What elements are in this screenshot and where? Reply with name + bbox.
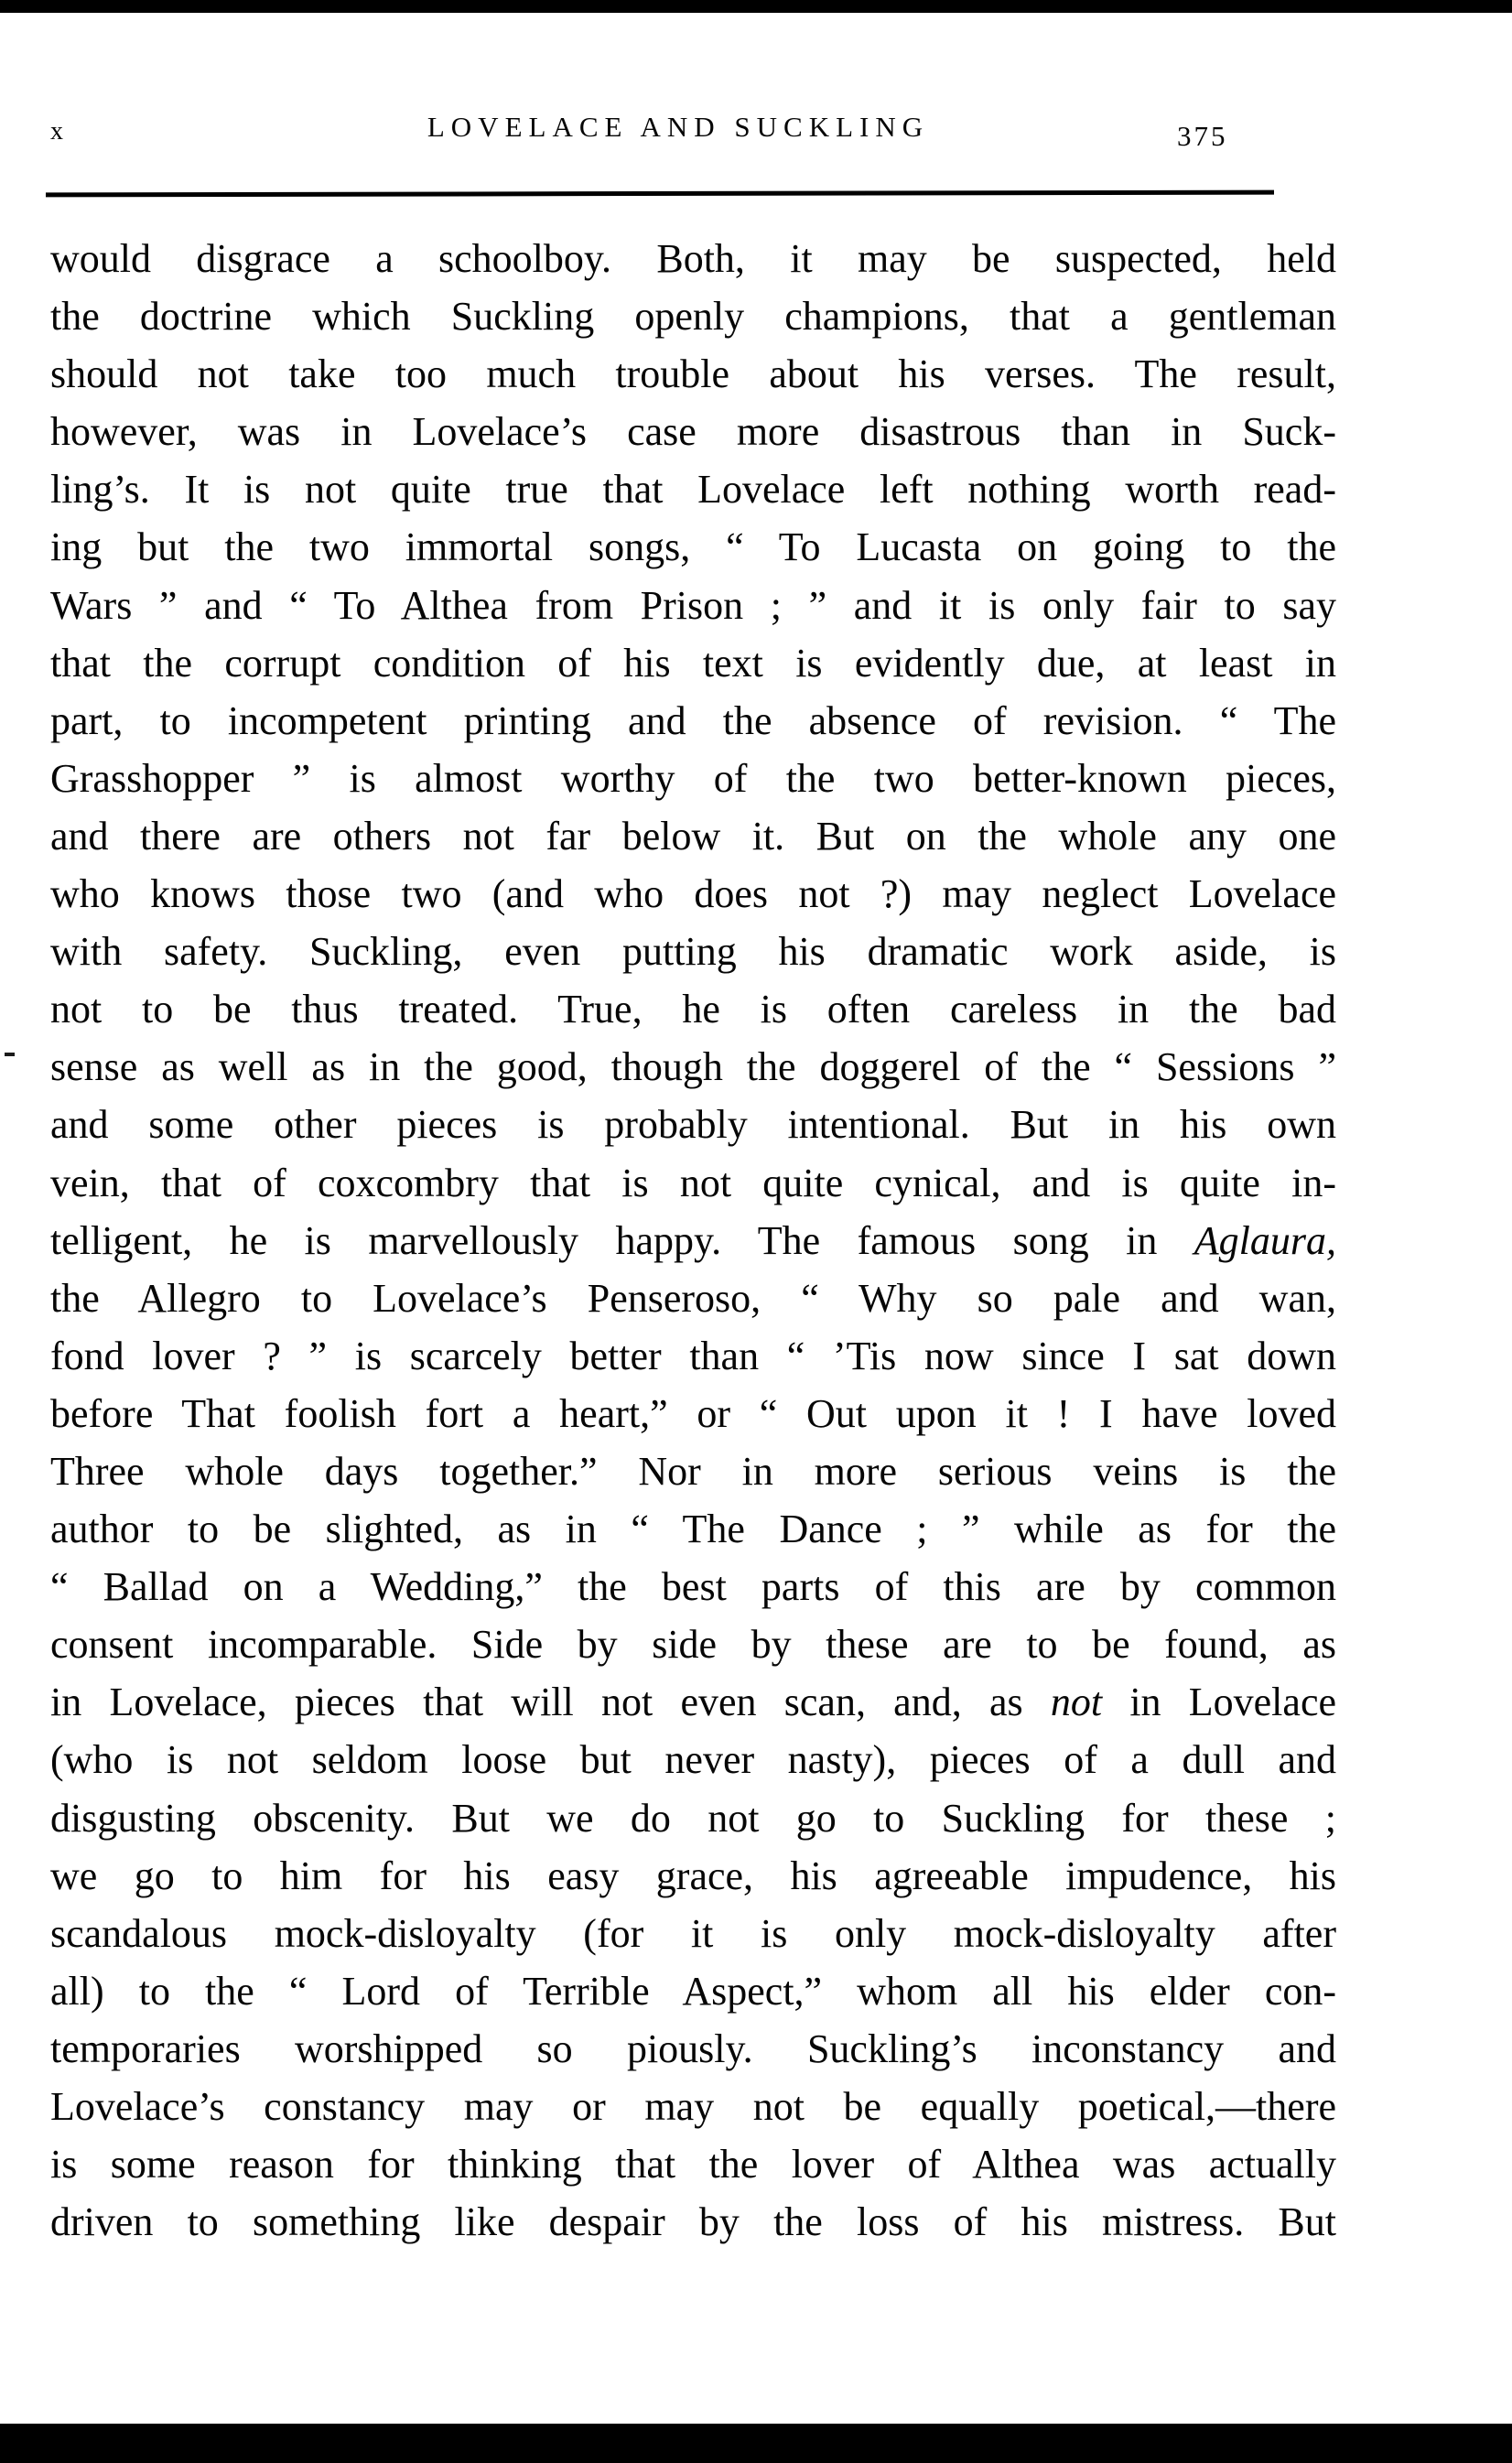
text-line: all) to the “ Lord of Terrible Aspect,” whom all his elder con-: [50, 1968, 1336, 2014]
text-line: would disgrace a schoolboy. Both, it may be suspected, held: [50, 236, 1336, 281]
text-line: scandalous mock-disloyalty (for it is only mock-disloyalty after: [50, 1910, 1336, 1956]
text-line: Grasshopper ” is almost worthy of the two better-known pieces,: [50, 755, 1336, 801]
text-line: who knows those two (and who does not ?) may neglect Lovelace: [50, 871, 1336, 917]
running-header-signature: x: [50, 117, 63, 146]
text-line: however, was in Lovelace’s case more disastrous than in Suck-: [50, 409, 1336, 455]
text-line: vein, that of coxcombry that is not quite cynical, and is quite in-: [50, 1160, 1336, 1205]
text-line: driven to something like despair by the loss of his mistress. But: [50, 2199, 1336, 2245]
text-line: consent incomparable. Side by side by these are to be found, as: [50, 1622, 1336, 1668]
text-line: disgusting obscenity. But we do not go to Suckling for these ;: [50, 1795, 1336, 1841]
text-line: sense as well as in the good, though the doggerel of the “ Sessions ”: [50, 1044, 1336, 1090]
text-line: ing but the two immortal songs, “ To Lucasta on going to the: [50, 524, 1336, 570]
text-line: “ Ballad on a Wedding,” the best parts of this are by common: [50, 1564, 1336, 1610]
running-header-title: LOVELACE AND SUCKLING: [427, 111, 930, 143]
text-line: and there are others not far below it. But on the whole any one: [50, 813, 1336, 859]
text-line: (who is not seldom loose but never nasty), pieces of a dull and: [50, 1737, 1336, 1783]
text-line: and some other pieces is probably intentional. But in his own: [50, 1102, 1336, 1148]
text-line: before That foolish fort a heart,” or “ Out upon it ! I have loved: [50, 1390, 1336, 1436]
text-line: telligent, he is marvellously happy. The famous song in Aglaura,: [50, 1217, 1336, 1263]
text-line: not to be thus treated. True, he is often careless in the bad: [50, 987, 1336, 1032]
text-line: Wars ” and “ To Althea from Prison ; ” and it is only fair to say: [50, 582, 1336, 628]
page-number: 375: [1177, 120, 1228, 152]
text-line: should not take too much trouble about his verses. The result,: [50, 351, 1336, 397]
scan-edge-top: [0, 0, 1512, 13]
text-line: ling’s. It is not quite true that Lovelace left nothing worth read-: [50, 467, 1336, 513]
text-line: with safety. Suckling, even putting his dramatic work aside, is: [50, 929, 1336, 975]
text-line: that the corrupt condition of his text is evidently due, at least in: [50, 640, 1336, 686]
text-line: in Lovelace, pieces that will not even scan, and, as not in Lovelace: [50, 1680, 1336, 1725]
scan-edge-bottom: [0, 2424, 1512, 2463]
text-line: we go to him for his easy grace, his agreeable impudence, his: [50, 1853, 1336, 1898]
text-line: author to be slighted, as in “ The Dance ; ” while as for the: [50, 1507, 1336, 1552]
text-line: Lovelace’s constancy may or may not be equally poetical,—there: [50, 2084, 1336, 2129]
header-rule: [46, 190, 1274, 198]
body-text: [50, 230, 1336, 2251]
text-line: the doctrine which Suckling openly champions, that a gentleman: [50, 294, 1336, 340]
text-line: fond lover ? ” is scarcely better than “ ’Tis now since I sat down: [50, 1333, 1336, 1378]
text-line: Three whole days together.” Nor in more serious veins is the: [50, 1448, 1336, 1494]
text-line: is some reason for thinking that the lover of Althea was actually: [50, 2142, 1336, 2188]
text-line: the Allegro to Lovelace’s Penseroso, “ Why so pale and wan,: [50, 1275, 1336, 1321]
text-line: part, to incompetent printing and the absence of revision. “ The: [50, 697, 1336, 743]
ink-speck: [5, 1053, 15, 1056]
text-line: temporaries worshipped so piously. Suckling’s inconstancy and: [50, 2025, 1336, 2071]
